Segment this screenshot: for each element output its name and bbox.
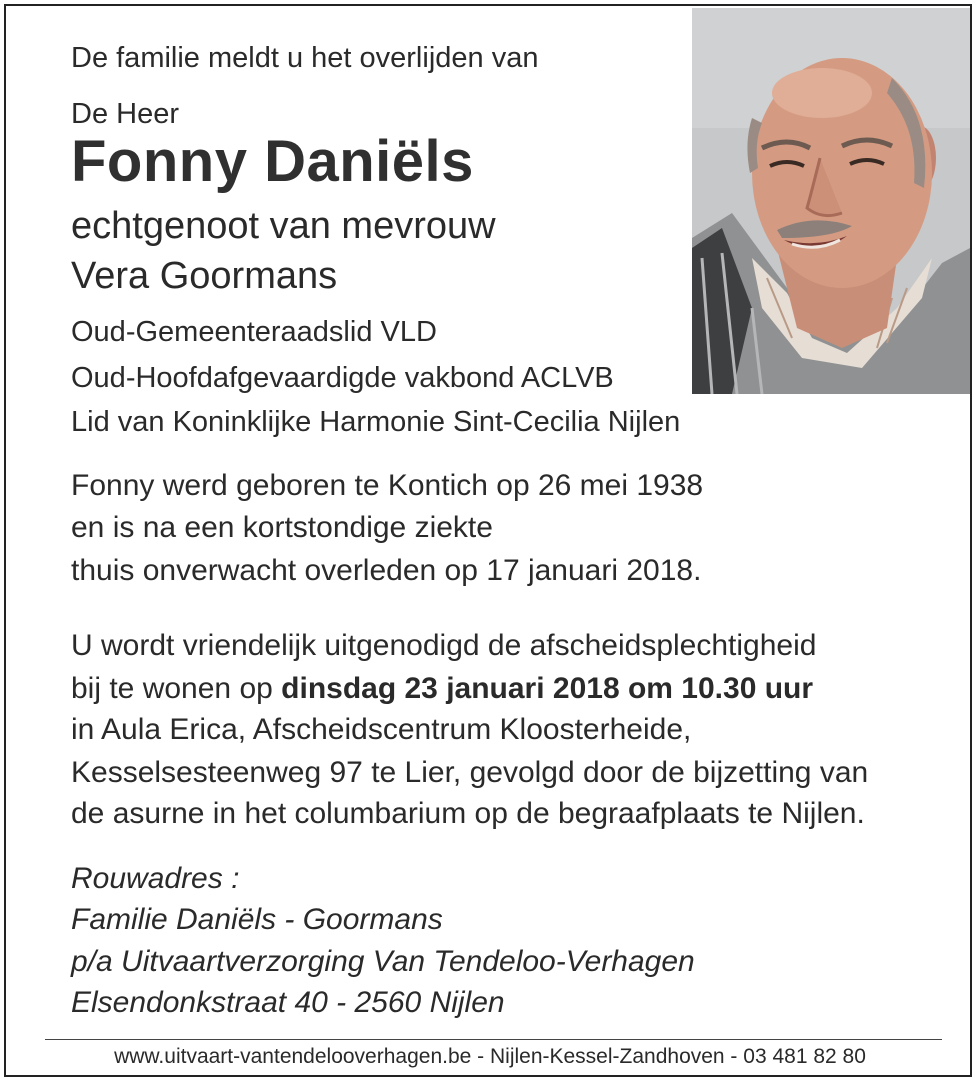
- invitation-line: U wordt vriendelijk uitgenodigd de afscheidsplechtigheid: [71, 629, 817, 662]
- ceremony-datetime: dinsdag 23 januari 2018 om 10.30 uur: [281, 672, 814, 705]
- invitation-line: de asurne in het columbarium op de begraafplaats te Nijlen.: [71, 797, 865, 830]
- address-line: Elsendonkstraat 40 - 2560 Nijlen: [71, 986, 505, 1019]
- spouse-name: Vera Goormans: [71, 255, 338, 297]
- portrait-photo: [692, 8, 970, 394]
- footer-contact: www.uitvaart-vantendelooverhagen.be - Nijlen-Kessel-Zandhoven - 03 481 82 80: [114, 1045, 866, 1068]
- honorific: De Heer: [71, 98, 179, 130]
- role-line: Oud-Gemeenteraadslid VLD: [71, 316, 437, 348]
- address-line: p/a Uitvaartverzorging Van Tendeloo-Verhagen: [71, 945, 695, 978]
- invitation-prefix: bij te wonen op: [71, 672, 282, 705]
- bio-line: Fonny werd geboren te Kontich op 26 mei 1938: [71, 469, 704, 502]
- address-line: Familie Daniëls - Goormans: [71, 903, 443, 936]
- role-line: Oud-Hoofdafgevaardigde vakbond ACLVB: [71, 362, 614, 394]
- invitation-line: Kesselsesteenweg 97 te Lier, gevolgd door de bijzetting van: [71, 756, 869, 789]
- footer-divider: [45, 1039, 942, 1040]
- role-line: Lid van Koninklijke Harmonie Sint-Cecilia Nijlen: [71, 406, 681, 438]
- intro-text: De familie meldt u het overlijden van: [71, 42, 539, 74]
- bio-line: thuis onverwacht overleden op 17 januari 2018.: [71, 554, 702, 587]
- invitation-line: in Aula Erica, Afscheidscentrum Kloosterheide,: [71, 713, 692, 746]
- address-heading: Rouwadres :: [71, 862, 240, 895]
- bio-line: en is na een kortstondige ziekte: [71, 511, 493, 544]
- spouse-label: echtgenoot van mevrouw: [71, 205, 496, 247]
- invitation-line: [71, 672, 813, 706]
- deceased-name: Fonny Daniëls: [71, 129, 474, 194]
